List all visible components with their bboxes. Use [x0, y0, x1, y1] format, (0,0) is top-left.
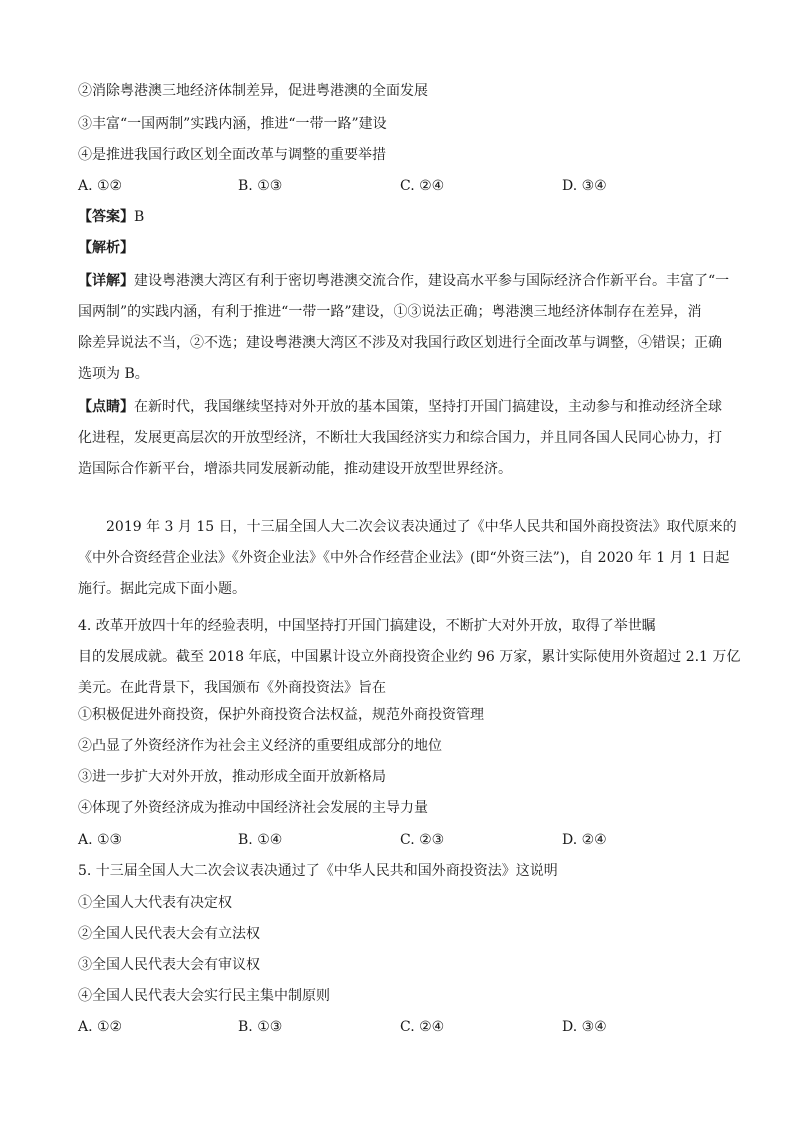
q4-statement-4: ④体现了外资经济成为推动中国经济社会发展的主导力量 [78, 800, 428, 816]
q4-options [78, 830, 722, 850]
analysis-tag: 【解析】 [78, 240, 134, 256]
q5-statement-1: ①全国人大代表有决定权 [78, 895, 232, 911]
q3-point [78, 392, 722, 485]
q4-statement-2: ②凸显了外资经济作为社会主义经济的重要组成部分的地位 [78, 738, 442, 754]
point-line: 【点睛】在新时代，我国继续坚持对外开放的基本国策，坚持打开国门搞建设，主动参与和推动经济全球 [78, 399, 722, 415]
q4-stem-line: 美元。在此背景下，我国颁布《外商投资法》旨在 [78, 680, 386, 696]
material-paragraph [78, 512, 737, 605]
point-line: 化进程，发展更高层次的开放型经济，不断壮大我国经济实力和综合国力，并且同各国人民同心协力，打 [78, 430, 722, 446]
detail-tag: 【详解】 [78, 273, 134, 289]
q3-answer [78, 207, 722, 227]
q3-option-d: D. ③④ [562, 178, 607, 194]
q4-statement-3: ③进一步扩大对外开放，推动形成全面开放新格局 [78, 769, 386, 785]
detail-line: 除差异说法不当，②不选；建设粤港澳大湾区不涉及对我国行政区划进行全面改革与调整，④错误；正确 [78, 335, 722, 351]
material-line: 2019 年 3 月 15 日，十三届全国人大二次会议表决通过了《中华人民共和国外商投资法》取代原来的 [106, 519, 737, 535]
q5-option-a: A. ①② [78, 1019, 123, 1035]
q4-stem [78, 611, 741, 704]
q4-statement-1: ①积极促进外商投资，保护外商投资合法权益，规范外商投资管理 [78, 707, 484, 723]
q3-options [78, 176, 722, 196]
q5-option-d: D. ③④ [562, 1019, 607, 1035]
answer-value: B [134, 209, 145, 225]
q5-stem: 5. 十三届全国人大二次会议表决通过了《中华人民共和国外商投资法》这说明 [78, 863, 558, 879]
q3-statement-4: ④是推进我国行政区划全面改革与调整的重要举措 [78, 147, 386, 163]
q5-option-b: B. ①③ [238, 1019, 283, 1035]
q4-stem-line: 目的发展成就。截至 2018 年底，中国累计设立外商投资企业约 96 万家，累计实际使用外资超过 2.1 万亿 [78, 649, 741, 665]
answer-tag: 【答案】 [78, 209, 134, 225]
q4-stem-line: 4. 改革开放四十年的经验表明，中国坚持打开国门搞建设，不断扩大对外开放，取得了举世瞩 [78, 618, 656, 634]
q5-statement-2: ②全国人民代表大会有立法权 [78, 926, 260, 942]
q3-statement-2: ②消除粤港澳三地经济体制差异，促进粤港澳的全面发展 [78, 83, 428, 99]
q4-option-b: B. ①④ [238, 832, 283, 848]
detail-line: 【详解】建设粤港澳大湾区有利于密切粤港澳交流合作，建设高水平参与国际经济合作新平台。丰富了“一 [78, 273, 730, 289]
detail-line: 选项为 B。 [78, 366, 149, 382]
q4-option-c: C. ②③ [400, 832, 445, 848]
q3-detail [78, 266, 730, 390]
q5-statement-4: ④全国人民代表大会实行民主集中制原则 [78, 988, 330, 1004]
q3-option-a: A. ①② [78, 178, 123, 194]
point-line: 造国际合作新平台，增添共同发展新动能，推动建设开放型世界经济。 [78, 461, 512, 477]
q3-option-c: C. ②④ [400, 178, 445, 194]
material-line: 《中外合资经营企业法》《外资企业法》《中外合作经营企业法》(即“外资三法”)，自 2020 年 1 月 1 日起 [78, 550, 730, 566]
point-tag: 【点睛】 [78, 399, 134, 415]
q5-option-c: C. ②④ [400, 1019, 445, 1035]
q3-statement-3: ③丰富“一国两制”实践内涵，推进“一带一路”建设 [78, 116, 387, 132]
q3-option-b: B. ①③ [238, 178, 283, 194]
q4-option-d: D. ②④ [562, 832, 607, 848]
q5-statement-3: ③全国人民代表大会有审议权 [78, 957, 260, 973]
q5-options [78, 1017, 722, 1037]
detail-line: 国两制”的实践内涵，有利于推进“一带一路”建设，①③说法正确；粤港澳三地经济体制存在差异，消 [78, 304, 702, 320]
q4-option-a: A. ①③ [78, 832, 123, 848]
material-line: 施行。据此完成下面小题。 [78, 581, 246, 597]
